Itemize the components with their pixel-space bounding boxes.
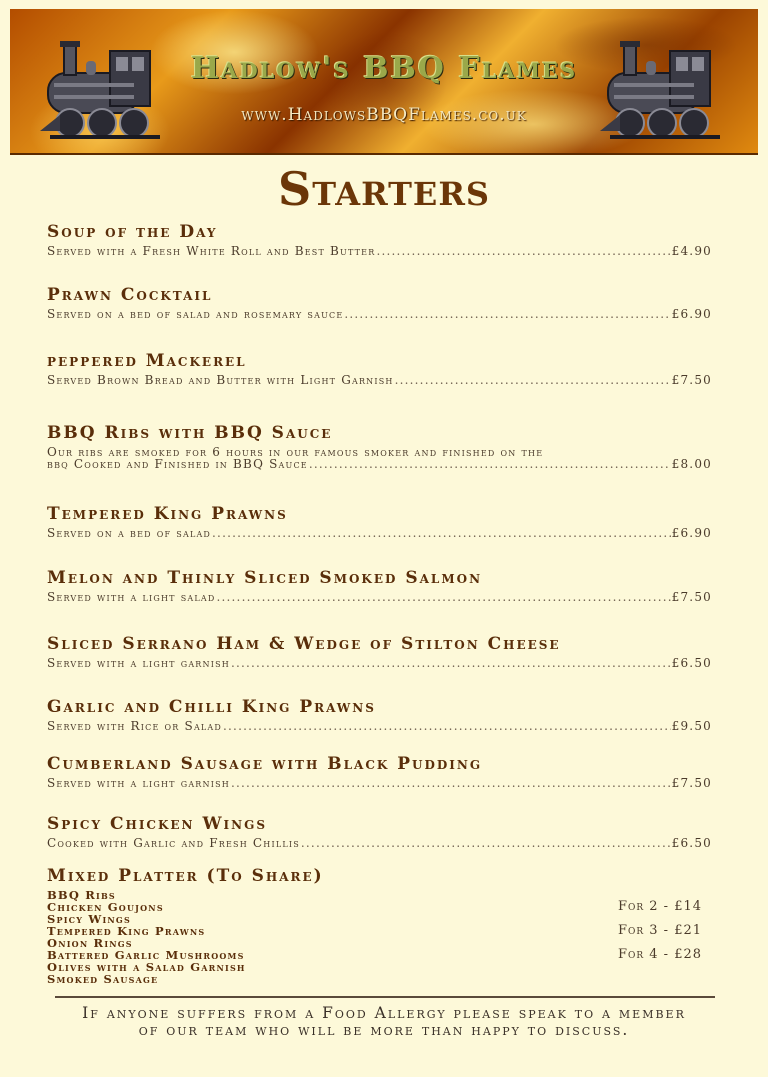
menu-item-name: Sliced Serrano Ham & Wedge of Stilton Cheese: [47, 634, 561, 654]
menu-item-description: Served with a light garnish: [47, 776, 230, 790]
menu-item: [47, 504, 712, 539]
menu-item-name: Garlic and Chilli King Prawns: [47, 697, 376, 717]
menu-item: [47, 423, 712, 470]
footer-divider: [55, 996, 715, 998]
steam-train-icon: [40, 31, 170, 151]
menu-item-name: peppered Mackerel: [47, 351, 247, 371]
menu-item-price: £6.90: [671, 526, 712, 540]
menu-item-name: Tempered King Prawns: [47, 504, 288, 524]
platter-item: BBQ Ribs: [47, 888, 116, 902]
menu-item-description: Served with a light salad: [47, 590, 216, 604]
menu-item-price: £9.50: [671, 719, 712, 733]
allergy-notice: [40, 1005, 728, 1039]
menu-item: [47, 697, 712, 732]
menu-item-description: Cooked with Garlic and Fresh Chillis: [47, 836, 300, 850]
dot-leader: [301, 837, 671, 849]
platter-price: For 2 - £14: [617, 899, 703, 914]
platter-title: Mixed Platter (To Share): [47, 866, 324, 886]
menu-item-price: £7.50: [671, 373, 712, 387]
menu-item-description: Served with Rice or Salad: [47, 719, 223, 733]
platter-item: Battered Garlic Mushrooms: [47, 948, 245, 962]
menu-item-description: Served with a light garnish: [47, 656, 230, 670]
header-banner: [10, 9, 758, 155]
menu-item-description: bbq Cooked and Finished in BBQ Sauce: [47, 457, 308, 471]
menu-item: [47, 285, 712, 320]
platter-item: Spicy Wings: [47, 912, 131, 926]
menu-item-price: £7.50: [671, 776, 712, 790]
platter-contents: [47, 889, 246, 985]
dot-leader: [231, 777, 671, 789]
steam-train-icon: [600, 31, 730, 151]
menu-item-description: Served with a Fresh White Roll and Best Butter: [47, 244, 376, 258]
menu-item-name: BBQ Ribs with BBQ Sauce: [47, 423, 333, 443]
menu-item-name: Prawn Cocktail: [47, 285, 213, 305]
menu-item-price: £4.90: [671, 244, 712, 258]
dot-leader: [231, 657, 671, 669]
dot-leader: [217, 591, 671, 603]
menu-item-name: Melon and Thinly Sliced Smoked Salmon: [47, 568, 483, 588]
menu-item-price: £6.50: [671, 656, 712, 670]
platter-item: Smoked Sausage: [47, 972, 159, 986]
dot-leader: [376, 245, 670, 257]
menu-item: [47, 634, 712, 669]
dot-leader: [223, 720, 671, 732]
menu-item-name: Cumberland Sausage with Black Pudding: [47, 754, 483, 774]
platter-prices: [600, 895, 720, 967]
menu-item: [47, 222, 712, 257]
menu-item-name: Spicy Chicken Wings: [47, 814, 268, 834]
menu-item-description: Served on a bed of salad: [47, 526, 212, 540]
platter-price: For 4 - £28: [617, 947, 703, 962]
menu-item-description: Served on a bed of salad and rosemary sauce: [47, 307, 344, 321]
menu-item-price: £6.50: [671, 836, 712, 850]
restaurant-name: Hadlow's BBQ Flames: [190, 51, 578, 86]
allergy-notice-line: If anyone suffers from a Food Allergy please speak to a member: [82, 1004, 686, 1022]
menu-item: [47, 814, 712, 849]
page-title: Starters: [277, 162, 491, 216]
website-url[interactable]: www.HadlowsBBQFlames.co.uk: [241, 105, 527, 125]
platter-item: Onion Rings: [47, 936, 133, 950]
menu-item-price: £6.90: [671, 307, 712, 321]
menu-item: [47, 568, 712, 603]
dot-leader: [212, 527, 671, 539]
platter-item: Tempered King Prawns: [47, 924, 206, 938]
dot-leader: [395, 374, 671, 386]
platter-item: Chicken Goujons: [47, 900, 164, 914]
platter-price: For 3 - £21: [617, 923, 703, 938]
menu-item: [47, 754, 712, 789]
menu-item-price: £8.00: [671, 457, 712, 471]
dot-leader: [309, 458, 671, 470]
menu-item-description: Served Brown Bread and Butter with Light Garnish: [47, 373, 394, 387]
menu-item: [47, 351, 712, 386]
allergy-notice-line: of our team who will be more than happy to discuss.: [138, 1021, 630, 1039]
menu-item-description-line: Our ribs are smoked for 6 hours in our famous smoker and finished on the: [47, 445, 544, 459]
menu-item-price: £7.50: [671, 590, 712, 604]
menu-item-name: Soup of the Day: [47, 222, 218, 242]
platter-item: Olives with a Salad Garnish: [47, 960, 246, 974]
dot-leader: [344, 308, 670, 320]
